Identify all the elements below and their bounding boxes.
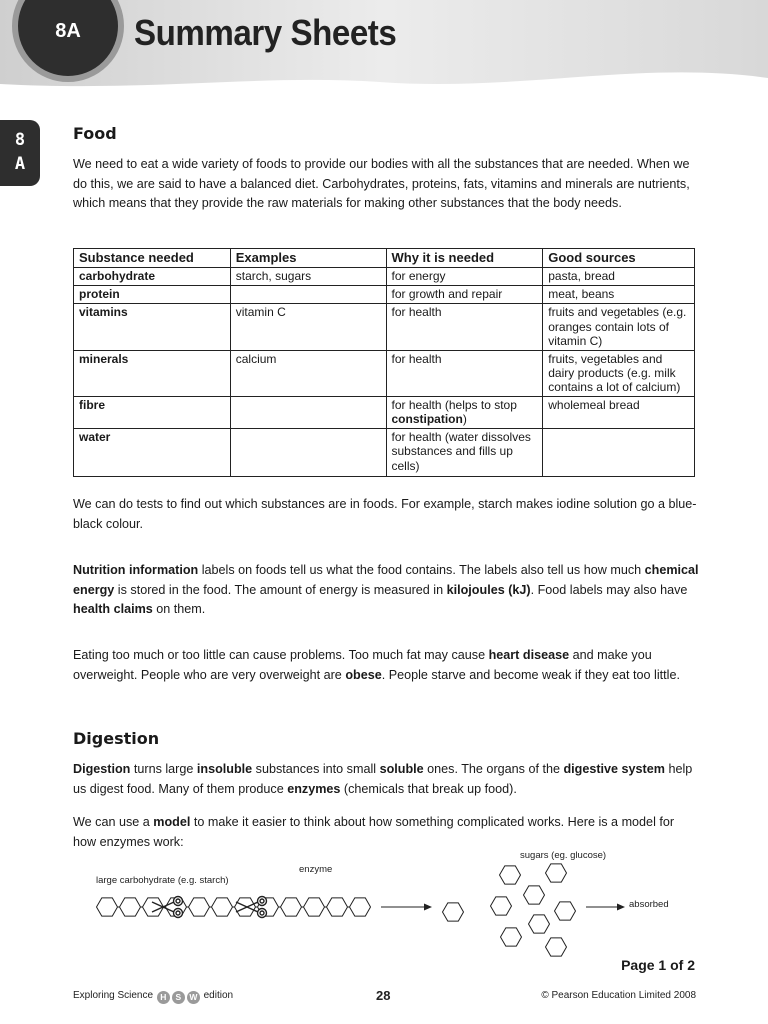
bold-term: chemical energy (73, 563, 699, 597)
footer-page-number: 28 (376, 988, 391, 1003)
table-cell: for health (helps to stop constipation) (386, 396, 543, 428)
side-tab (0, 120, 40, 186)
bold-term: vitamins (79, 305, 128, 320)
sugar-molecule (524, 886, 545, 904)
table-row (74, 396, 695, 428)
digestion-heading: Digestion (73, 729, 160, 748)
sugar-molecule (529, 915, 550, 933)
sugar-molecule (501, 928, 522, 946)
bold-term: water (79, 429, 111, 444)
column-header: Good sources (543, 249, 695, 268)
footer-series-prefix: Exploring Science (73, 990, 154, 1001)
hsw-w-badge: W (187, 991, 200, 1004)
bold-term: model (153, 815, 191, 829)
table-cell: fruits and vegetables (e.g. oranges contain lots of vitamin C) (543, 304, 695, 350)
table-body (74, 268, 695, 476)
food-intro: We need to eat a wide variety of foods to provide our bodies with all the substances that are needed. When we do this, we are said to have a balanced diet. Carbohydrates, proteins, fats, vitamins and minerals are nutrients, which means that they provide the raw materials for making other substances that the body needs. (73, 157, 690, 211)
table-cell: starch, sugars (230, 268, 386, 286)
page-counter: Page 1 of 2 (621, 957, 695, 973)
table-row (74, 428, 695, 476)
side-tab-number: 8 (14, 130, 26, 150)
sugar-molecule (500, 866, 521, 884)
bold-term: kilojoules (kJ) (446, 582, 531, 597)
table-cell (543, 428, 695, 476)
sugar-molecule (546, 938, 567, 956)
digestion-paragraph: Digestion turns large insoluble substances into small soluble ones. The organs of the digestive system help us digest food. Many of them produce enzymes (chemicals that break up food). (73, 762, 693, 796)
bold-term: fibre (79, 397, 106, 412)
page-title: Summary Sheets (134, 12, 397, 53)
nutrients-table (73, 248, 695, 477)
footer-series (73, 990, 233, 1004)
table-row (74, 268, 695, 286)
substance-cell (74, 268, 231, 286)
bold-term: obese (345, 667, 382, 682)
table-cell: pasta, bread (543, 268, 695, 286)
starch-unit (350, 898, 371, 916)
sugar-molecule (443, 903, 464, 921)
sugar-molecule (555, 902, 576, 920)
bold-term: health claims (73, 602, 153, 617)
sugars-label: sugars (eg. glucose) (520, 850, 607, 861)
table-cell: wholemeal bread (543, 396, 695, 428)
starch-unit (304, 898, 325, 916)
table-cell: meat, beans (543, 286, 695, 304)
food-heading: Food (73, 124, 117, 143)
bold-term: enzymes (287, 781, 341, 796)
table-cell (230, 286, 386, 304)
starch-unit (97, 898, 118, 916)
carbohydrate-label: large carbohydrate (e.g. starch) (96, 875, 229, 886)
starch-unit (281, 898, 302, 916)
table-cell: fruits, vegetables and dairy products (e.g. milk contains a lot of calcium) (543, 350, 695, 396)
bold-term: minerals (79, 351, 129, 366)
bold-term: heart disease (488, 648, 570, 662)
eating-problems-paragraph: Eating too much or too little can cause problems. Too much fat may cause heart disease and make you overweight. People who are very overweight are obese. People starve and become weak if they eat too little. (73, 648, 680, 682)
table-cell (230, 428, 386, 476)
sugar-molecule (546, 864, 567, 882)
absorbed-label: absorbed (629, 899, 669, 910)
bold-term: digestive system (563, 762, 665, 776)
table-cell: calcium (230, 350, 386, 396)
enzyme-label: enzyme (299, 864, 333, 875)
table-row (74, 304, 695, 350)
table-cell: for energy (386, 268, 543, 286)
footer (73, 990, 696, 1006)
table-cell: for health (386, 304, 543, 350)
starch-unit (235, 898, 256, 916)
model-paragraph: We can use a model to make it easier to think about how something complicated works. Here is a model for how enzymes work: (73, 815, 675, 849)
starch-unit (189, 898, 210, 916)
starch-unit (327, 898, 348, 916)
column-header: Substance needed (74, 249, 231, 268)
bold-term: constipation (391, 412, 463, 427)
table-cell: for health (water dissolves substances and fills up cells) (386, 428, 543, 476)
footer-copyright: © Pearson Education Limited 2008 (541, 990, 696, 1001)
substance-cell (74, 396, 231, 428)
digestion-arrow (381, 904, 432, 911)
tests-paragraph: We can do tests to find out which substances are in foods. For example, starch makes iodine solution go a blue-black colour. (73, 497, 697, 531)
unit-code: 8A (55, 20, 81, 42)
bold-term: Nutrition information (73, 563, 199, 577)
bold-term: Digestion (73, 762, 131, 776)
substance-cell (74, 304, 231, 350)
table-cell: vitamin C (230, 304, 386, 350)
sugar-molecule (491, 897, 512, 915)
substance-cell (74, 350, 231, 396)
nutrition-labels-paragraph: Nutrition information labels on foods tell us what the food contains. The labels also tell us how much chemical energy is stored in the food. The amount of energy is measured in kilojoules (kJ). Food labels may also have health claims on them. (73, 563, 699, 617)
table-row (74, 286, 695, 304)
table-cell (230, 396, 386, 428)
absorption-arrow (586, 904, 625, 911)
substance-cell (74, 428, 231, 476)
hsw-h-badge: H (157, 991, 170, 1004)
bold-term: carbohydrate (79, 269, 156, 284)
column-header: Why it is needed (386, 249, 543, 268)
table-cell: for growth and repair (386, 286, 543, 304)
starch-unit (212, 898, 233, 916)
starch-unit (120, 898, 141, 916)
substance-cell (74, 286, 231, 304)
side-tab-letter: A (14, 154, 26, 174)
bold-term: soluble (379, 762, 424, 776)
hsw-s-badge: S (172, 991, 185, 1004)
footer-series-suffix: edition (203, 990, 234, 1001)
table-header-row (74, 249, 695, 268)
bold-term: insoluble (196, 762, 253, 776)
starch-unit (143, 898, 164, 916)
table-row (74, 350, 695, 396)
bold-term: protein (79, 287, 120, 302)
column-header: Examples (230, 249, 386, 268)
enzyme-model-diagram (0, 845, 768, 965)
table-cell: for health (386, 350, 543, 396)
